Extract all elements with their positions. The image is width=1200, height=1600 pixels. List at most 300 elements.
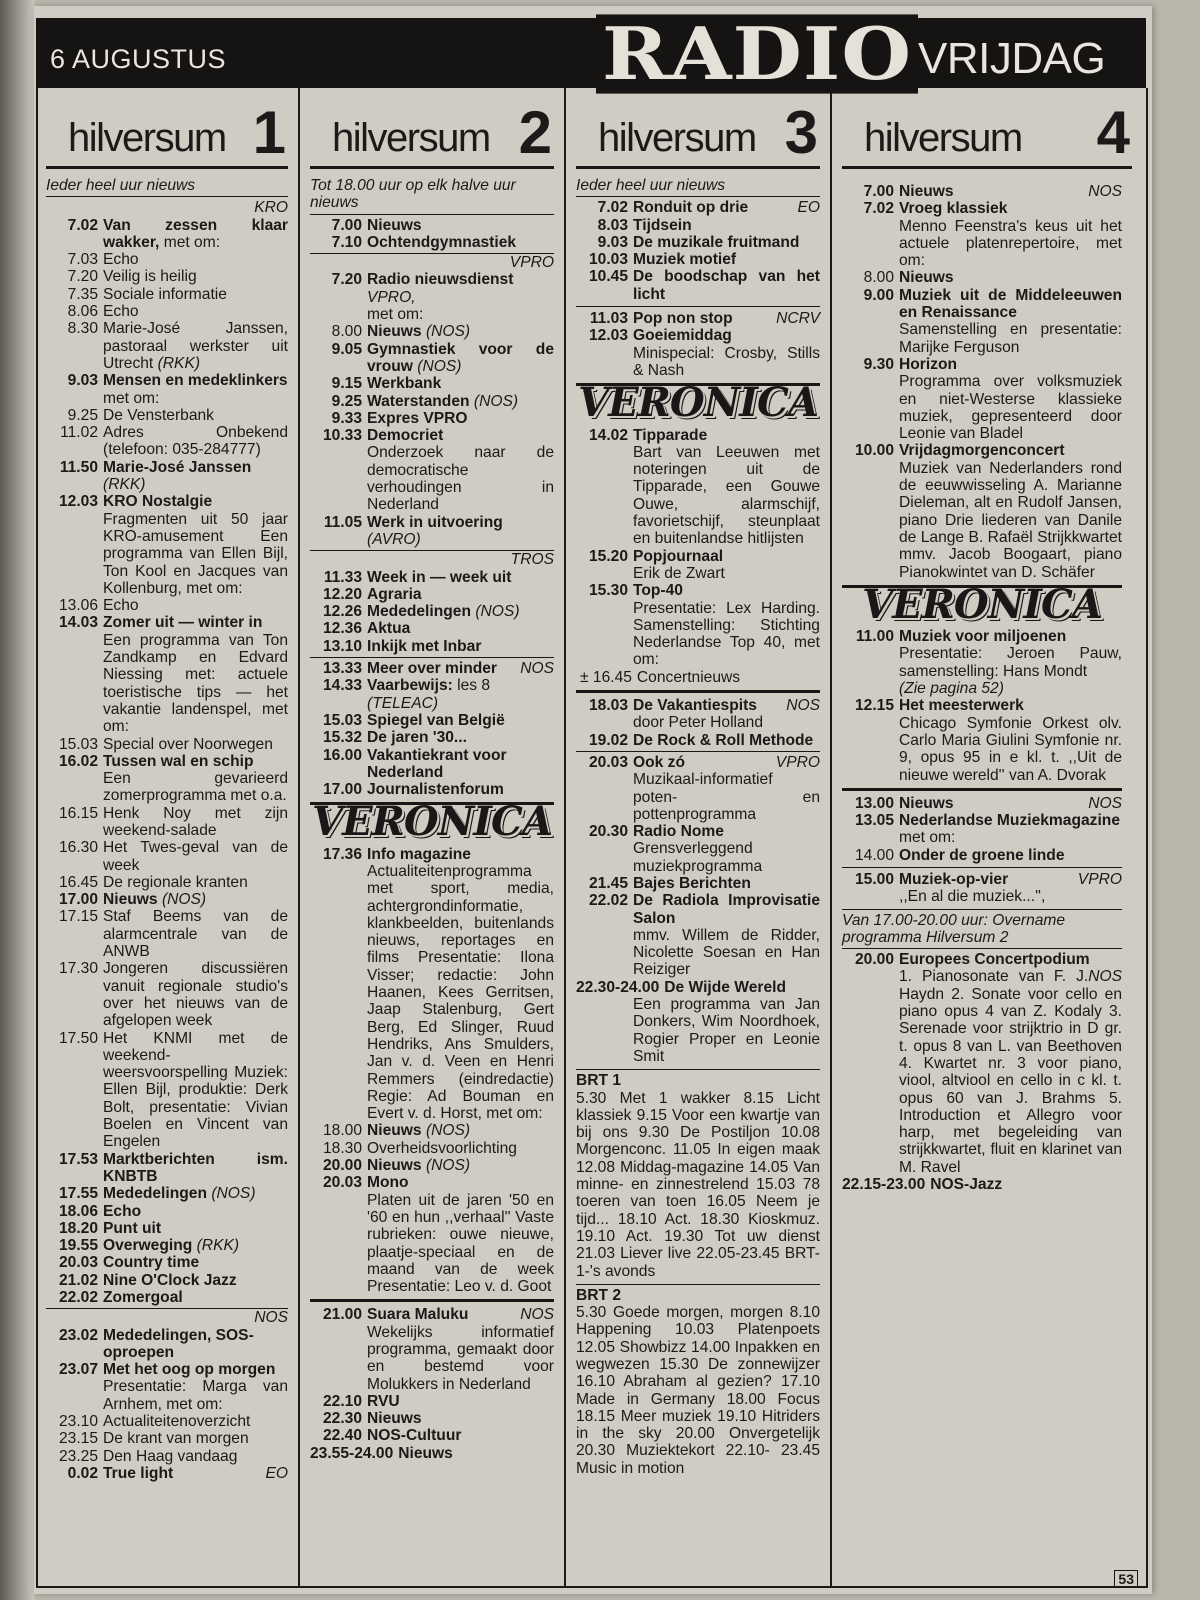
program-time: 9.25 [67,406,98,424]
list-item [46,1203,288,1220]
program-time: 16.15 [58,804,98,822]
program-time: 17.00 [322,781,362,799]
program-description: Special over Noorwegen [103,735,273,753]
list-item [842,356,1122,442]
program-title: De Radiola Improvisatie Salon [633,892,820,927]
program-title: Muziek uit de Middeleeuwen en Renaissance [899,286,1122,322]
program-title: De Wijde Wereld [664,978,786,996]
program-time: 9.33 [331,409,362,427]
program-time: 8.30 [67,320,98,338]
program-time: 9.05 [331,340,362,358]
program-time: 7.03 [67,251,98,269]
list-item [576,979,820,996]
list-item [310,729,554,746]
list-item [310,1140,554,1157]
program-title: Europees Concertpodium [899,951,1090,969]
list-item [842,200,1122,269]
program-description: Democriet Onderzoek naar de democratische verhoudingen in Nederland [367,427,554,514]
program-title: Vrijdagmorgenconcert [899,442,1065,460]
list-item [310,323,554,340]
program-title: Nieuws [103,891,158,909]
program-description: Muziek voor miljoenen Presentatie: Jeroen Pauw, samenstelling: Hans Mondt (Zie pagina 52) [899,628,1122,698]
program-time: 22.02 [588,892,628,910]
program-description: Ook zó VPRO Muzikaal-informatief poten- en pottenprogramma [633,753,820,823]
program-description: Nieuws (NOS) [367,1157,471,1175]
header-title: RADIO [596,14,918,93]
program-time: 15.00 [854,870,894,888]
program-time: 11.05 [323,513,362,531]
list-item [46,1237,288,1254]
program-description [899,183,1122,200]
station-name: hilversum [332,116,490,160]
list-item [842,951,1122,1176]
list-item [46,1151,288,1186]
program-time: 21.02 [58,1271,98,1289]
program-time: 14.02 [588,426,628,444]
program-time: 14.00 [854,846,894,864]
program-time: 18.03 [588,697,628,715]
veronica-logo [576,379,820,427]
column-header [576,88,820,169]
list-item [46,1327,288,1362]
veronica-logo [842,580,1122,628]
program-description: Radio nieuwsdienst VPRO, met om: [367,271,514,324]
station-number: 2 [518,99,552,166]
program-time: 9.00 [863,286,894,304]
program-description: Tussen wal en schip Een gevarieerd zomerprogramma met o.a. [103,752,288,805]
station-name: hilversum [864,116,1022,160]
divider [576,690,820,693]
program-title: De Vakantiespits [633,697,757,715]
program-description: Info magazine Actualiteitenprogramma met sport, media, achtergrondinformatie, klankbeelden, buitenlands nieuws, reportages en films Presentatie: Ilona Visser; redactie: John Haanen, Kees Gerritsen, Jaap Stalenburg, Gert Berg, Ed Slinger, Ruud Hendriks, Ans Smulders, Jan v. d. Veen en Henri Remmers (eindredactie) Regie: Ad Bouman en Evert v. d. Horst, met om: [367,845,554,1123]
program-time: 16.02 [58,752,98,770]
program-title: Horizon [899,355,958,373]
list-item [46,1030,288,1151]
program-time: 9.25 [331,392,362,410]
program-title: Nieuws [367,1157,422,1175]
program-description: Muziek uit de Middeleeuwen en Renaissance Samenstelling en presentatie: Marijke Ferguson [899,286,1122,356]
program-time: 22.30 [322,1410,362,1428]
list-item [842,697,1122,783]
program-description: Mono Platen uit de jaren '50 en '60 en hun ,,verhaal'' Vaste rubrieken: ouwe nieuwe, plaatje-speciaal en de maand van de week Presentatie: Leo v. d. Goot [367,1174,554,1296]
program-time: 15.03 [322,711,362,729]
program-time: 15.32 [322,729,362,747]
list-item [310,620,554,637]
list-item [576,234,820,251]
list-item [46,736,288,753]
program-description: Werk in uitvoering (AVRO) [367,513,503,548]
header-banner [36,11,1146,97]
list-item [576,697,820,732]
program-description: Horizon Programma over volksmuziek en niet-Westerse klassieke muziek, gepresenteerd door Leonie van Bladel [899,355,1122,443]
program-description: Mededelingen (NOS) [103,1185,256,1203]
program-description: Een programma van Jan Donkers, Wim Noordhoek, Rogier Proper en Leonie Smit [633,996,820,1065]
program-description: Radio Nome Grensverleggend muziekprogramma [633,823,763,875]
program-title: Popjournaal [633,547,724,565]
veronica-wordmark: VERONICA [312,798,552,846]
program-description: Het meesterwerk Chicago Symfonie Orkest olv. Carlo Maria Giulini Symfonie nr. 9, opus 95 in e kl. t. ,,Uit de nieuwe wereld'' van A. Dvorak [899,697,1122,784]
program-title: NOS-Cultuur [367,1427,462,1445]
program-title: Mededelingen, SOS-oproepen [103,1326,254,1361]
list-item [46,908,288,960]
program-title: Mededelingen [103,1185,207,1203]
program-title: Nieuws [367,1122,422,1140]
list-item [842,795,1122,812]
program-time: 18.00 [322,1122,362,1140]
program-description: Zomer uit — winter in Een programma van Ton Zandkamp en Edvard Niessing met: actuele toeristische tips — het vakantie landenspel, met om: [103,614,288,736]
list-item [576,310,820,327]
broadcaster: NOS [1088,794,1122,812]
list-item [310,712,554,729]
program-title: Vroeg klassiek [899,200,1008,218]
program-title: Nieuws [899,794,954,812]
program-time: 12.03 [58,493,98,511]
list-item [842,269,1122,286]
program-title: De Rock & Roll Methode [633,731,814,749]
program-time: 22.15-23.00 [842,1176,926,1194]
program-title: Overweging [103,1237,193,1255]
list-item [310,781,554,798]
broadcaster: EO [265,1464,288,1482]
program-title: Radio Nome [633,823,724,841]
program-time: 17.55 [58,1185,98,1203]
station-number: 3 [784,99,818,166]
program-description: Echo [103,303,139,321]
list-item [46,1185,288,1202]
program-title: Tipparade [633,426,708,444]
program-time: 7.00 [331,216,362,234]
list-item [46,424,288,459]
program-title: Nieuws [899,183,954,200]
broadcaster: NOS [520,1306,554,1324]
program-title: Echo [103,1202,142,1220]
column-hilversum-3 [566,88,832,1588]
program-time: 15.20 [588,547,628,565]
list-item [842,1176,1122,1193]
program-title: Info magazine [367,845,471,863]
program-time: 23.15 [58,1430,98,1448]
page-number: 53 [1114,1570,1138,1588]
list-item [46,1465,288,1482]
program-title: Mensen en medeklinkers [103,372,288,390]
program-description: Nieuws (NOS) [367,1122,471,1140]
program-description: Suara Maluku NOS Wekelijks informatief programma, gemaakt door en bestemd voor Molukkers in Nederland [367,1306,554,1393]
list-item [310,1122,554,1139]
program-title: Radio nieuwsdienst [367,271,514,289]
list-item [310,514,554,549]
program-title: Vakantiekrant voor Nederland [367,746,507,781]
list-item [46,753,288,805]
program-time: 23.55-24.00 [310,1444,394,1462]
list-item [46,407,288,424]
program-title: Werkbank [367,375,442,393]
program-time: 16.00 [322,746,362,764]
paragraph: 5.30 Met 1 wakker 8.15 Licht klassiek 9.15 Voor een kwartje van bij ons 9.30 De Postiljon 10.08 Morgenconc. 11.05 In eigen maak 12.08 Middag-magazine 14.05 Van minne- en zinnestrelend 15.03 78 toeren van toen 16.05 Neem je tijd... 18.10 Act. 18.30 Kioskmuz. 19.10 Act. 19.30 Tot uw dienst 21.03 Liever live 22.05-23.45 BRT-1-'s avonds [576,1089,820,1280]
list-item [46,1361,288,1413]
program-title: NOS-Jazz [930,1176,1003,1194]
program-title: Ochtendgymnastiek [367,233,517,251]
program-description [633,310,820,327]
list-item [576,996,820,1065]
program-time: 10.00 [854,442,894,460]
list-item [576,732,820,749]
program-time: 11.33 [323,568,362,586]
list-item [46,1430,288,1447]
program-title: Marktberichten ism. KNBTB [103,1150,288,1185]
program-list [300,169,564,1462]
program-title: Nieuws [899,269,954,287]
program-time: 7.00 [863,183,894,200]
program-title: Journalistenforum [367,781,504,799]
station-number: 1 [252,99,286,166]
program-time: 7.02 [863,200,894,218]
list-item [46,1448,288,1465]
program-description [899,795,1122,812]
program-time: 7.20 [331,271,362,289]
list-item [46,597,288,614]
program-title: Muziek voor miljoenen [899,628,1067,646]
divider [576,751,820,752]
program-title: De boodschap van het licht [633,268,820,303]
list-item [842,871,1122,906]
program-description: Vroeg klassiek Menno Feenstra's keus uit het actuele platenrepertoire, met om: [899,200,1122,270]
list-item [576,427,820,548]
station-name: hilversum [598,116,756,160]
list-item [310,1393,554,1410]
program-time: 8.00 [863,269,894,287]
program-time: 19.02 [588,731,628,749]
program-title: True light [103,1464,174,1482]
program-description: Popjournaal Erik de Zwart [633,547,725,582]
list-item [310,1445,554,1462]
list-item [310,1427,554,1444]
list-item [576,754,820,823]
program-time: 15.03 [58,735,98,753]
program-time: 20.03 [588,753,628,771]
divider [842,867,1122,868]
program-time: 11.00 [855,628,894,646]
paragraph: 5.30 Goede morgen, morgen 8.10 Happening 10.03 Platenpoets 12.05 Showbizz 14.00 Inpakken en wegwezen 15.30 De zonnewijzer 16.10 Abraham al gezien? 17.10 Made in Germany 18.00 Focus 18.15 Meer muziek 19.10 Hitriders in the sky 20.00 Onvergetelijk 20.30 Muziektekort 22.10- 23.45 Music in motion [576,1304,820,1477]
list-item [842,183,1122,200]
program-time: 13.06 [58,597,98,615]
program-title: Het meesterwerk [899,697,1024,715]
program-title: RVU [367,1392,400,1410]
list-item [310,217,554,234]
program-time: 12.36 [322,620,362,638]
program-description: Nieuws (NOS) [367,323,471,341]
column-header [310,88,554,169]
list-item [576,217,820,234]
program-description: Met het oog op morgen Presentatie: Marga van Arnhem, met om: [103,1361,288,1413]
program-time: 20.30 [588,823,628,841]
column-hilversum-1 [36,88,300,1588]
section-heading: BRT 1 [576,1069,820,1089]
magazine-page [34,6,1152,1594]
list-item [310,234,554,251]
program-title: De jaren '30... [367,729,467,747]
program-title: Waterstanden [367,392,470,410]
list-item [310,341,554,376]
list-item [310,1410,554,1427]
broadcaster: VPRO [310,253,554,271]
program-description: Echo [103,251,139,269]
program-time: 11.50 [59,458,98,476]
program-time: 22.02 [58,1289,98,1306]
program-time: 21.45 [588,874,628,892]
program-title: Nieuws [367,323,422,341]
program-title: Top-40 [633,582,683,600]
program-time: 16.45 [58,873,98,891]
program-title: Aktua [367,620,411,638]
list-item [46,960,288,1029]
list-item [310,569,554,586]
divider [310,657,554,658]
list-item [842,812,1122,847]
program-title: Suara Maluku [367,1306,469,1324]
program-title: Zomer uit — winter in [103,614,263,632]
program-title: Democriet [367,427,444,445]
program-time: 15.30 [588,582,628,600]
program-description: Top-40 Presentatie: Lex Harding. Samenstelling: Stichting Nederlandse Top 40, met om: [633,582,820,669]
program-title: Nieuws [367,1410,422,1428]
program-time: 19.55 [58,1237,98,1255]
program-time: 12.20 [322,585,362,603]
list-item [310,603,554,620]
program-description: Concertnieuws [636,668,741,686]
list-item [46,891,288,908]
program-title: Inkijk met Inbar [367,637,482,655]
program-description: Veilig is heilig [103,268,197,286]
program-description: Vrijdagmorgenconcert Muziek van Nederlanders rond de eeuwwisseling A. Marianne Dieleman, alt en Rudolf Jansen, piano Drie liederen van Danile de Lange B. Rafaël Strijkkwartet mmv. Jacob Boogaart, piano Pianokwintet van D. Schäfer [899,442,1122,581]
list-item [310,846,554,1123]
program-time: 7.02 [597,199,628,217]
program-description: Jongeren discussiëren vanuit regionale studio's over het nieuws van de afgelopen week [103,960,288,1030]
list-item [310,427,554,513]
program-title: Nieuws [398,1444,453,1462]
column-hilversum-4 [832,88,1146,1588]
list-item [46,805,288,840]
program-title: Nederlandse Muziekmagazine [899,812,1120,830]
program-time: 11.02 [60,424,98,442]
program-description: Sociale informatie [103,285,227,303]
list-item [46,372,288,407]
station-name: hilversum [68,116,226,160]
program-time: 23.10 [58,1413,98,1431]
program-description: De krant van morgen [103,1430,249,1448]
program-time: 17.50 [58,1029,98,1047]
program-time: 12.03 [588,327,628,345]
list-item [310,393,554,410]
program-time: 17.36 [322,845,362,863]
program-description: Goeiemiddag Minispecial: Crosby, Stills & Nash [633,327,820,379]
program-title: Nine O'Clock Jazz [103,1271,237,1289]
list-item [576,669,820,686]
program-time: 9.30 [863,355,894,373]
header-date: 6 AUGUSTUS [50,44,227,74]
program-time: 9.15 [331,375,362,393]
list-item [46,1254,288,1271]
program-time: 8.00 [331,323,362,341]
program-time: 18.06 [58,1202,98,1220]
broadcaster: KRO [254,199,288,217]
list-item [310,660,554,677]
column-hilversum-2 [300,88,566,1588]
program-description: Mededelingen (NOS) [367,603,520,621]
program-time: 17.15 [58,908,98,926]
program-time: 23.07 [58,1361,98,1379]
program-time: 17.30 [58,960,98,978]
list-item [576,892,820,978]
program-title: Week in — week uit [367,568,512,586]
program-time: 18.20 [58,1219,98,1237]
program-time: 22.10 [322,1392,362,1410]
list-item [46,1220,288,1237]
program-title: Ronduit op drie [633,199,749,217]
list-item [310,410,554,427]
program-description: Nederlandse Muziekmagazine met om: [899,812,1120,847]
program-title: Ook zó [633,753,685,771]
program-title: Agraria [367,585,422,603]
program-description: De Vensterbank [103,406,214,424]
program-time: 20.00 [322,1157,362,1175]
list-item [576,582,820,668]
program-time: 23.02 [58,1326,98,1344]
list-item [310,747,554,782]
program-description: Staf Beems van de alarmcentrale van de ANWB [103,908,288,961]
list-item [46,1272,288,1289]
program-description: Waterstanden (NOS) [367,392,519,410]
list-item [576,199,820,216]
program-time: 14.33 [322,677,362,695]
program-title: Punt uit [103,1219,162,1237]
list-item [310,1174,554,1295]
program-time: 22.40 [322,1427,362,1445]
program-time: 22.30-24.00 [576,978,660,996]
program-time: 20.00 [854,951,894,969]
divider [576,306,820,307]
program-list [832,169,1146,1193]
veronica-wordmark: VERONICA [578,379,818,427]
program-description: De regionale kranten [103,873,248,891]
program-description: Marie-José Janssen (RKK) [103,458,252,494]
schedule-note: Van 17.00-20.00 uur: Overname programma Hilversum 2 [842,909,1122,950]
program-time: 0.02 [67,1464,98,1482]
program-description: Overweging (RKK) [103,1237,240,1255]
program-time: 10.33 [322,427,362,445]
program-time: 10.45 [588,268,628,286]
list-item [46,1413,288,1430]
program-title: Vaarbewijs: [367,677,453,695]
program-description: KRO Nostalgie Fragmenten uit 50 jaar KRO-amusement Een programma van Ellen Bijl, Ton Kool en Jacques van Kollenburg, met om: [103,493,288,597]
program-title: Werk in uitvoering [367,513,503,531]
program-time: 17.53 [58,1150,98,1168]
program-time: 13.33 [322,660,362,678]
list-item [310,1306,554,1392]
program-description: Adres Onbekend (telefoon: 035-284777) [103,424,288,459]
list-item [46,614,288,735]
program-description: Mensen en medeklinkers met om: [103,372,288,407]
program-time: 9.03 [597,233,628,251]
program-title: Tijdsein [633,216,692,234]
program-time: 20.03 [322,1174,362,1192]
broadcaster: NOS [46,1308,288,1326]
program-title: Mono [367,1174,409,1192]
program-title: Spiegel van België [367,711,505,729]
broadcaster: NOS [520,660,554,678]
program-time: 13.00 [854,794,894,812]
program-description: Nieuws (NOS) [103,891,207,909]
program-title: Muziek-op-vier [899,870,1009,888]
